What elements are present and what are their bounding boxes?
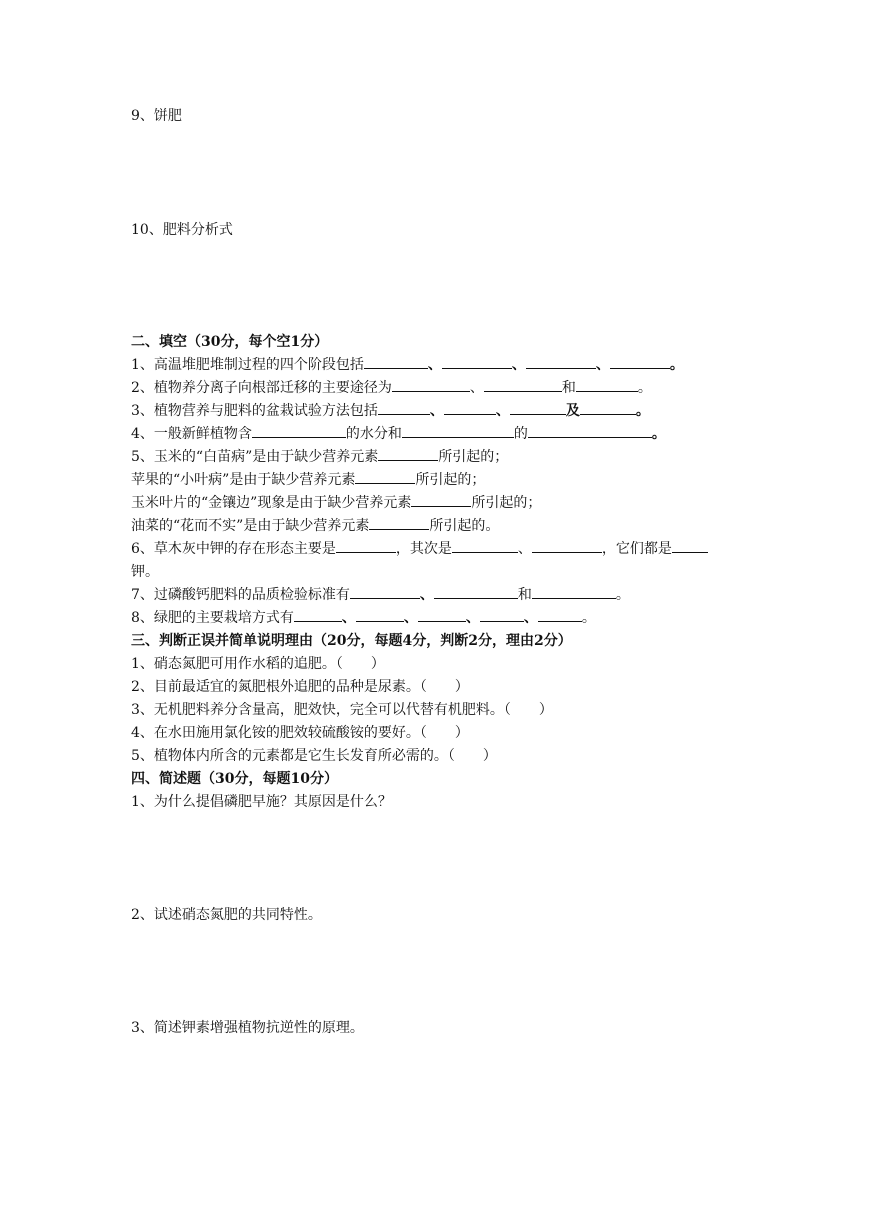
fill-question-5d: 油菜的“花而不实”是由于缺少营养元素 所引起的。 bbox=[131, 515, 499, 537]
blank bbox=[480, 607, 524, 622]
section-4-heading: 四、简述题（30分，每题10分） bbox=[131, 771, 338, 787]
blank bbox=[452, 538, 518, 553]
blank bbox=[378, 446, 438, 461]
blank bbox=[610, 354, 670, 369]
blank bbox=[444, 400, 496, 415]
blank bbox=[350, 584, 420, 599]
fill-question-5b: 苹果的“小叶病”是由于缺少营养元素 所引起的； bbox=[131, 469, 485, 491]
blank bbox=[336, 538, 396, 553]
blank bbox=[576, 377, 638, 392]
blank bbox=[369, 515, 429, 530]
fill-question-5a: 5、玉米的“白苗病”是由于缺少营养元素 所引起的； bbox=[131, 446, 508, 468]
fill-question-6: 6、草木灰中钾的存在形态主要是 ，其次是 、 ，它们都是 bbox=[131, 538, 708, 560]
blank bbox=[434, 584, 518, 599]
blank bbox=[580, 400, 636, 415]
blank bbox=[252, 423, 346, 438]
fill-question-3: 3、植物营养与肥料的盆栽试验方法包括 、 、 及 。 bbox=[131, 400, 650, 422]
judge-question-5: 5、植物体内所含的元素都是它生长发育所必需的。（ ） bbox=[131, 748, 497, 764]
blank bbox=[484, 377, 562, 392]
judge-question-2: 2、目前最适宜的氮肥根外追肥的品种是尿素。（ ） bbox=[131, 679, 469, 695]
fill-question-1: 1、高温堆肥堆制过程的四个阶段包括 、 、 、 。 bbox=[131, 354, 684, 376]
judge-question-1: 1、硝态氮肥可用作水稻的追肥。（ ） bbox=[131, 656, 385, 672]
blank bbox=[442, 354, 512, 369]
judge-question-4: 4、在水田施用氯化铵的肥效较硫酸铵的要好。（ ） bbox=[131, 725, 469, 741]
blank bbox=[538, 607, 582, 622]
fill-question-8: 8、绿肥的主要栽培方式有 、 、 、 、 。 bbox=[131, 607, 596, 629]
blank bbox=[355, 469, 415, 484]
essay-question-2: 2、试述硝态氮肥的共同特性。 bbox=[131, 907, 322, 923]
judge-question-3: 3、无机肥料养分含量高，肥效快，完全可以代替有机肥料。（ ） bbox=[131, 702, 553, 718]
essay-question-3: 3、简述钾素增强植物抗逆性的原理。 bbox=[131, 1020, 364, 1036]
blank bbox=[510, 400, 566, 415]
term-item-9: 9、饼肥 bbox=[131, 108, 182, 124]
blank bbox=[411, 492, 471, 507]
fill-question-7: 7、过磷酸钙肥料的品质检验标准有 、 和 。 bbox=[131, 584, 630, 606]
fill-question-5c: 玉米叶片的“金镶边”现象是由于缺少营养元素 所引起的； bbox=[131, 492, 541, 514]
blank bbox=[364, 354, 428, 369]
section-3-heading: 三、判断正误并简单说明理由（20分，每题4分，判断2分，理由2分） bbox=[131, 633, 572, 649]
blank bbox=[528, 423, 652, 438]
blank bbox=[378, 400, 430, 415]
blank bbox=[418, 607, 466, 622]
essay-question-1: 1、为什么提倡磷肥早施？其原因是什么？ bbox=[131, 794, 392, 810]
fill-question-2: 2、植物养分离子向根部迁移的主要途径为 、 和 。 bbox=[131, 377, 652, 399]
blank bbox=[532, 538, 602, 553]
blank bbox=[402, 423, 514, 438]
blank bbox=[526, 354, 596, 369]
blank bbox=[356, 607, 404, 622]
blank bbox=[532, 584, 616, 599]
section-2-heading: 二、填空（30分，每个空1分） bbox=[131, 334, 329, 350]
fill-question-6-tail: 钾。 bbox=[131, 564, 159, 580]
fill-question-4: 4、一般新鲜植物含 的水分和 的 。 bbox=[131, 423, 666, 445]
term-item-10: 10、肥料分析式 bbox=[131, 222, 233, 238]
blank bbox=[392, 377, 470, 392]
blank bbox=[672, 538, 708, 553]
blank bbox=[294, 607, 342, 622]
